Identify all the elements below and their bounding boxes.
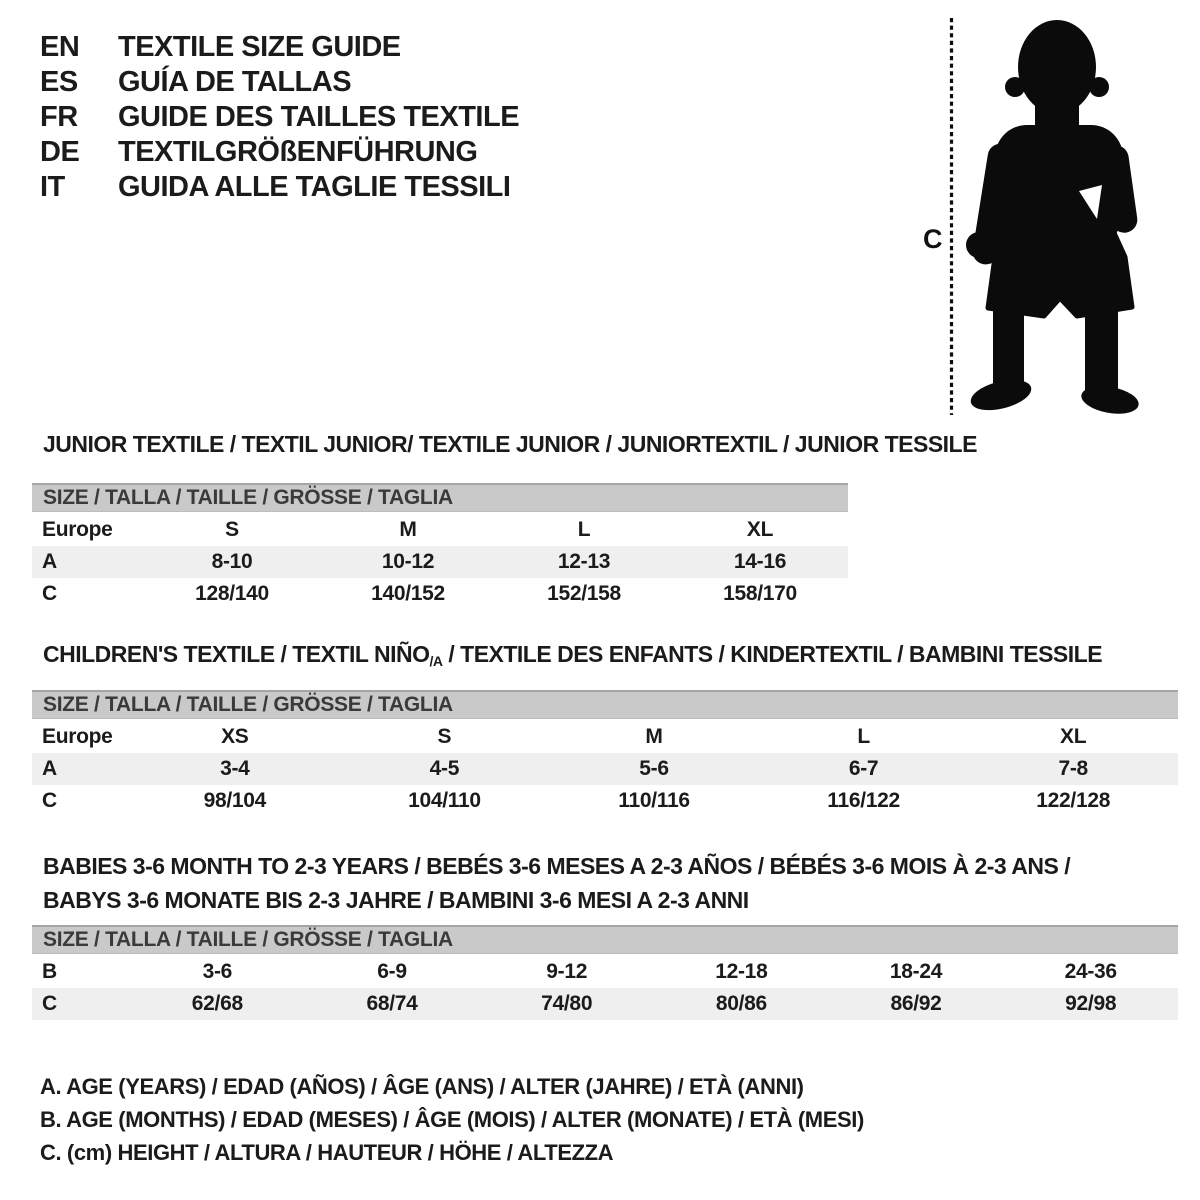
- language-code: ES: [40, 66, 78, 98]
- size-cell: L: [857, 725, 870, 748]
- size-cell: 4-5: [429, 757, 460, 780]
- section-babies: [32, 849, 1178, 1020]
- size-cell: 140/152: [371, 582, 445, 605]
- legend-line: B. AGE (MONTHS) / EDAD (MESES) / ÂGE (MOIS) / ALTER (MONATE) / ETÀ (MESI): [40, 1107, 864, 1132]
- size-cell: 6-7: [848, 757, 879, 780]
- table-row: [32, 753, 1178, 785]
- size-cell: 80/86: [715, 992, 767, 1015]
- language-title: GUÍA DE TALLAS: [118, 66, 352, 98]
- language-row: [40, 135, 519, 170]
- size-cell: 86/92: [890, 992, 942, 1015]
- row-label: Europe: [42, 725, 113, 748]
- size-cell: 7-8: [1058, 757, 1088, 780]
- table-row: [32, 578, 848, 610]
- legend-line: A. AGE (YEARS) / EDAD (AÑOS) / ÂGE (ANS) / ALTER (JAHRE) / ETÀ (ANNI): [40, 1074, 804, 1099]
- table-row: [32, 785, 1178, 817]
- language-list: [40, 30, 519, 205]
- section-title: [32, 640, 1178, 668]
- language-title: GUIDA ALLE TAGLIE TESSILI: [118, 171, 511, 203]
- size-cell: 128/140: [195, 582, 269, 605]
- row-label: A: [42, 757, 57, 780]
- size-bar: SIZE / TALLA / TAILLE / GRÖSSE / TAGLIA: [32, 690, 1178, 719]
- size-cell: 62/68: [191, 992, 243, 1015]
- table-row: [32, 721, 1178, 753]
- language-title: TEXTILE SIZE GUIDE: [118, 31, 401, 63]
- table-row: [32, 988, 1178, 1020]
- size-cell: 3-4: [220, 757, 250, 780]
- language-title: TEXTILGRÖßENFÜHRUNG: [118, 136, 478, 168]
- size-cell: 98/104: [203, 789, 267, 812]
- size-bar: SIZE / TALLA / TAILLE / GRÖSSE / TAGLIA: [32, 483, 848, 512]
- size-cell: XL: [1060, 725, 1087, 748]
- size-cell: S: [225, 518, 239, 541]
- section-title-text: / TEXTILE DES ENFANTS / KINDERTEXTIL / BAMBINI TESSILE: [442, 641, 1103, 667]
- size-cell: 24-36: [1064, 960, 1117, 983]
- size-cell: 14-16: [733, 550, 787, 573]
- size-cell: 10-12: [381, 550, 435, 573]
- section-children: [32, 640, 1178, 817]
- section-title: JUNIOR TEXTILE / TEXTIL JUNIOR/ TEXTILE JUNIOR / JUNIORTEXTIL / JUNIOR TESSILE: [43, 431, 977, 457]
- height-measure-figure: [915, 12, 1165, 424]
- language-code: EN: [40, 31, 80, 63]
- size-cell: 9-12: [546, 960, 588, 983]
- size-cell: 6-9: [377, 960, 407, 983]
- size-cell: M: [645, 725, 663, 748]
- section-junior: [32, 430, 977, 610]
- row-label: C: [42, 582, 57, 605]
- size-cell: 5-6: [639, 757, 669, 780]
- language-code: FR: [40, 101, 78, 133]
- size-cell: 68/74: [366, 992, 418, 1015]
- language-row: [40, 170, 519, 205]
- size-cell: XL: [746, 518, 774, 541]
- measure-label-c: C: [923, 224, 943, 254]
- size-cell: 110/116: [618, 789, 690, 812]
- size-cell: S: [437, 725, 452, 748]
- size-cell: 3-6: [202, 960, 233, 983]
- size-cell: 8-10: [211, 550, 253, 573]
- size-cell: 158/170: [723, 582, 797, 605]
- size-bar: SIZE / TALLA / TAILLE / GRÖSSE / TAGLIA: [32, 925, 1178, 954]
- legend: [40, 1070, 864, 1169]
- row-label: Europe: [42, 518, 113, 541]
- table-row: [32, 514, 848, 546]
- section-title: BABIES 3-6 MONTH TO 2-3 YEARS / BEBÉS 3-6 MESES A 2-3 AÑOS / BÉBÉS 3-6 MOIS À 2-3 ANS /: [43, 853, 1071, 879]
- language-code: DE: [40, 136, 80, 168]
- section-title-subscript: /A: [429, 653, 443, 669]
- size-cell: 122/128: [1036, 789, 1111, 812]
- table-row: [32, 956, 1178, 988]
- size-cell: 152/158: [547, 582, 621, 605]
- size-cell: 92/98: [1065, 992, 1117, 1015]
- size-cell: 104/110: [408, 789, 481, 812]
- size-cell: M: [399, 518, 417, 541]
- row-label: C: [42, 992, 57, 1015]
- size-cell: 12-13: [557, 550, 611, 573]
- language-row: [40, 100, 519, 135]
- language-code: IT: [40, 171, 65, 203]
- toddler-silhouette-icon: [966, 20, 1141, 418]
- size-cell: 18-24: [889, 960, 943, 983]
- row-label: A: [42, 550, 57, 573]
- size-cell: 116/122: [827, 789, 900, 812]
- legend-line: C. (cm) HEIGHT / ALTURA / HAUTEUR / HÖHE / ALTEZZA: [40, 1140, 614, 1165]
- size-cell: 12-18: [715, 960, 768, 983]
- size-cell: L: [577, 518, 591, 541]
- row-label: C: [42, 789, 57, 812]
- language-row: [40, 30, 519, 65]
- size-cell: XS: [221, 725, 249, 748]
- table-row: [32, 546, 848, 578]
- section-title: BABYS 3-6 MONATE BIS 2-3 JAHRE / BAMBINI 3-6 MESI A 2-3 ANNI: [43, 887, 749, 913]
- size-cell: 74/80: [541, 992, 593, 1015]
- language-title: GUIDE DES TAILLES TEXTILE: [118, 101, 520, 133]
- section-title-text: CHILDREN'S TEXTILE / TEXTIL NIÑO: [43, 641, 430, 667]
- row-label: B: [42, 960, 57, 983]
- language-row: [40, 65, 519, 100]
